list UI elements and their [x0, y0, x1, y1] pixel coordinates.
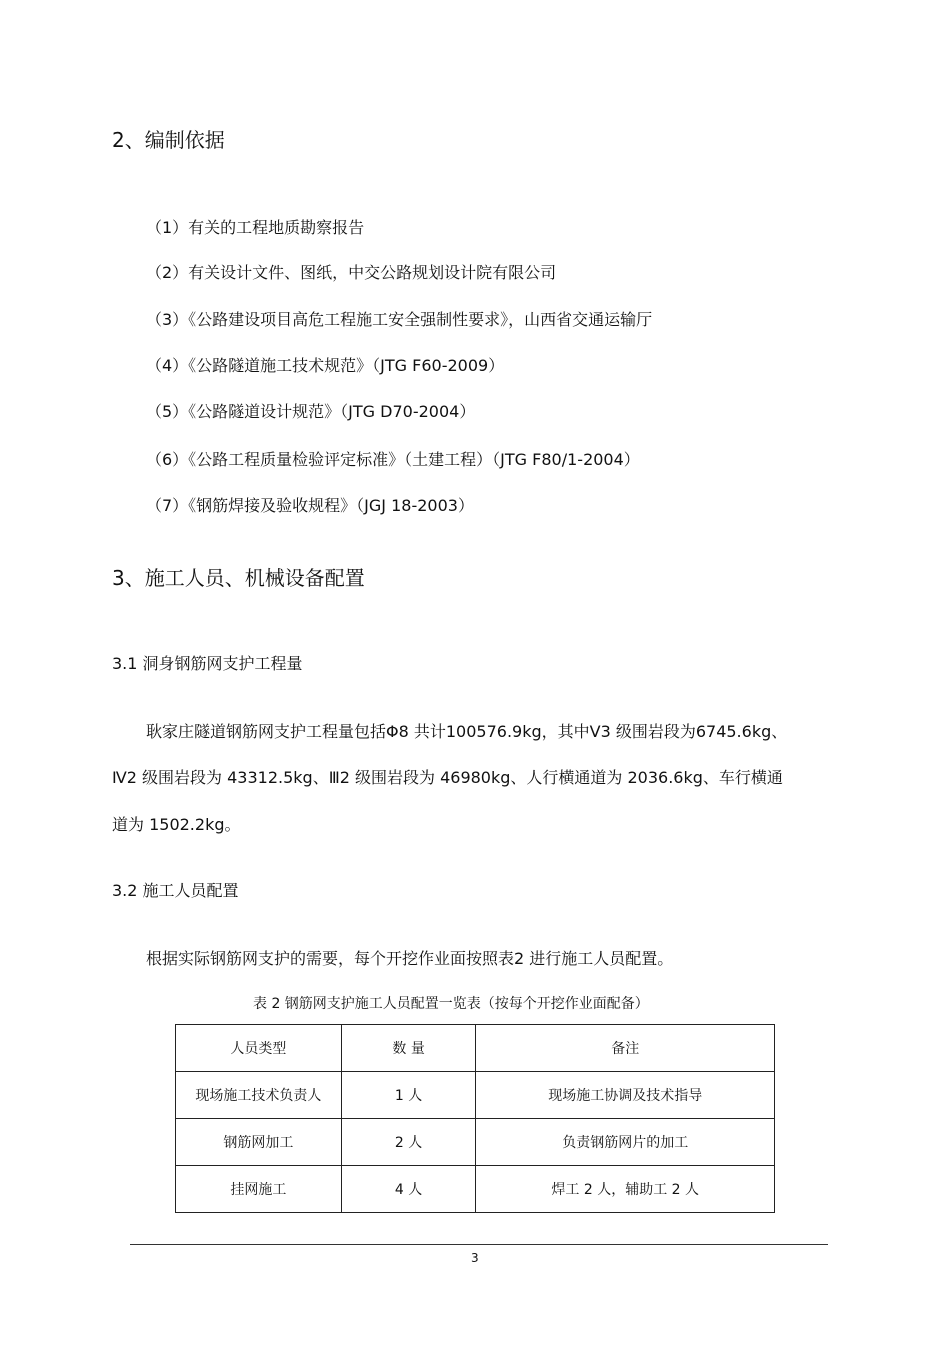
table-cell: 挂网施工	[176, 1166, 342, 1213]
reference-item-4: （4）《公路隧道施工技术规范》（JTG F60-2009）	[146, 356, 505, 375]
quantity-paragraph-line-2: Ⅳ2 级围岩段为 43312.5kg、Ⅲ2 级围岩段为 46980kg、人行横通道为 2036.6kg、车行横通	[112, 768, 783, 787]
section-3-heading: 3、施工人员、机械设备配置	[112, 566, 365, 590]
table-cell: 焊工 2 人，辅助工 2 人	[476, 1166, 775, 1213]
staffing-table	[175, 1024, 775, 1213]
page-number: 3	[471, 1251, 479, 1265]
table-cell: 1 人	[341, 1072, 476, 1119]
table-cell: 钢筋网加工	[176, 1119, 342, 1166]
table-row	[176, 1119, 775, 1166]
table-cell: 现场施工协调及技术指导	[476, 1072, 775, 1119]
table-header-row	[176, 1025, 775, 1072]
table-cell: 现场施工技术负责人	[176, 1072, 342, 1119]
quantity-paragraph-line-3: 道为 1502.2kg。	[112, 815, 241, 834]
subsection-3-2-heading: 3.2 施工人员配置	[112, 881, 239, 900]
table-cell: 负责钢筋网片的加工	[476, 1119, 775, 1166]
table-caption: 表 2 钢筋网支护施工人员配置一览表（按每个开挖作业面配备）	[253, 996, 649, 1012]
footer-divider	[130, 1244, 828, 1245]
quantity-paragraph-line-1: 耿家庄隧道钢筋网支护工程量包括Φ8 共计100576.9kg，其中Ⅴ3 级围岩段为6745.6kg、	[146, 722, 788, 741]
reference-item-1: （1）有关的工程地质勘察报告	[146, 218, 365, 237]
table-header-cell: 备注	[476, 1025, 775, 1072]
table-cell: 4 人	[341, 1166, 476, 1213]
reference-item-6: （6）《公路工程质量检验评定标准》（土建工程）（JTG F80/1-2004）	[146, 450, 640, 469]
reference-item-5: （5）《公路隧道设计规范》（JTG D70-2004）	[146, 402, 476, 421]
subsection-3-1-heading: 3.1 洞身钢筋网支护工程量	[112, 654, 303, 673]
table-header-cell: 数 量	[341, 1025, 476, 1072]
staffing-paragraph: 根据实际钢筋网支护的需要，每个开挖作业面按照表2 进行施工人员配置。	[146, 949, 674, 968]
table-row	[176, 1166, 775, 1213]
table-row	[176, 1072, 775, 1119]
reference-item-2: （2）有关设计文件、图纸，中交公路规划设计院有限公司	[146, 263, 557, 282]
section-2-heading: 2、编制依据	[112, 128, 225, 152]
reference-item-7: （7）《钢筋焊接及验收规程》（JGJ 18-2003）	[146, 496, 474, 515]
reference-item-3: （3）《公路建设项目高危工程施工安全强制性要求》，山西省交通运输厅	[146, 310, 653, 329]
table-header-cell: 人员类型	[176, 1025, 342, 1072]
table-cell: 2 人	[341, 1119, 476, 1166]
